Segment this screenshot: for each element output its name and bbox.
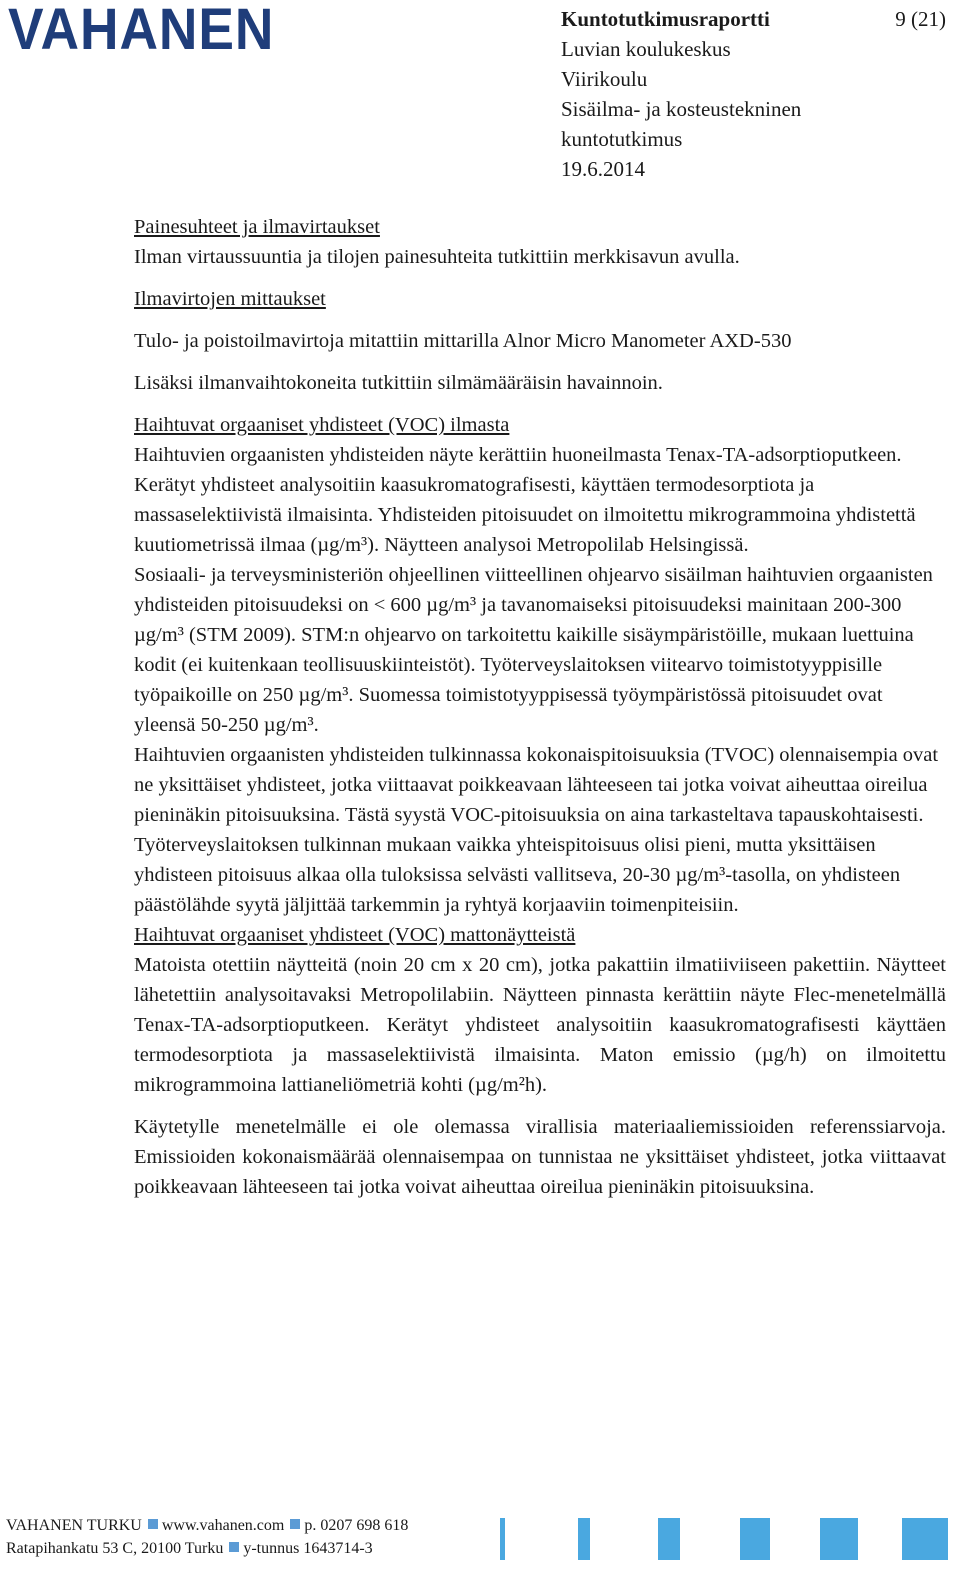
document-footer (6, 1514, 408, 1560)
decor-bar (902, 1518, 948, 1560)
paragraph-voc-air-4: Työterveyslaitoksen tulkinnan mukaan vaikka yhteispitoisuus olisi pieni, mutta yksittäisen yhdisteen pitoisuus alkaa olla tuloksissa selvästi vallitseva, 20-30 µg/m³-tasolla, on yhdisteen päästölähde syytä jäljittää tarkemmin ja ryhtyä korjaaviin toimenpiteisiin. (134, 834, 901, 916)
footer-line-1 (6, 1514, 408, 1537)
logo-text: VAHANEN (8, 0, 275, 62)
header-line-3: Sisäilma- ja kosteustekninen (561, 97, 802, 121)
paragraph-voc-air-2: Sosiaali- ja terveysministeriön ohjeellinen viitteellinen ohjearvo sisäilman haihtuvien orgaanisten yhdisteiden pitoisuudeksi on < 600 µg/m³ ja tavanomaiseksi pitoisuudeksi mainitaan 200-300 µg/m³ (STM 2009). STM:n ohjearvo on tarkoitettu kaikille sisäympäristöille, mukaan luettuina kodit (ei kuitenkaan teollisuuskiinteistöt). Työterveyslaitoksen viitearvo toimistotyyppisille työpaikoille on 250 µg/m³. Suomessa toimistotyyppisessä työympäristössä pitoisuudet ovat yleensä 50-250 µg/m³. (134, 564, 933, 736)
report-title: Kuntotutkimusraportti (561, 7, 770, 31)
section-heading-pressure: Painesuhteet ja ilmavirtaukset (134, 216, 380, 238)
document-body (134, 212, 946, 1202)
decor-bar (500, 1518, 505, 1560)
decor-bar (820, 1518, 858, 1560)
square-separator-icon (290, 1519, 300, 1529)
header-line-1: Luvian koulukeskus (561, 37, 731, 61)
paragraph-airflow-2: Lisäksi ilmanvaihtokoneita tutkittiin silmämääräisin havainnoin. (134, 372, 663, 394)
footer-address: Ratapihankatu 53 C, 20100 Turku (6, 1540, 224, 1557)
square-separator-icon (229, 1542, 239, 1552)
footer-line-2 (6, 1537, 408, 1560)
paragraph-voc-carpet-1: Matoista otettiin näytteitä (noin 20 cm x 20 cm), jotka pakattiin ilmatiiviiseen pakettiin. Näytteet lähetettiin analysoitavaksi Metropolilabiin. Näytteen pinnasta kerättiin näyte Flec-menetelmällä Tenax-TA-adsorptioputkeen. Kerätyt yhdisteet analysoitiin kaasukromatografisesti käyttäen termodesorptiota ja massaselektiivistä ilmaisinta. Maton emissio (µg/h) on ilmoitettu mikrogrammoina lattianeliömetriä kohti (µg/m²h). (134, 954, 946, 1096)
document-header (561, 4, 951, 184)
header-date: 19.6.2014 (561, 157, 645, 181)
paragraph-voc-carpet-2: Käytetylle menetelmälle ei ole olemassa virallisia materiaaliemissioiden referenssiarvoja. Emissioiden kokonaismäärää olennaisempaa on tunnistaa ne yksittäiset yhdisteet, jotka viittaavat poikkeavaan lähteeseen tai jotka voivat aiheuttaa oireilua pieninäkin pitoisuuksina. (134, 1116, 946, 1198)
footer-ytunnus: y-tunnus 1643714-3 (243, 1540, 373, 1557)
section-heading-voc-air: Haihtuvat orgaaniset yhdisteet (VOC) ilmasta (134, 414, 510, 436)
decor-bar (740, 1518, 770, 1560)
footer-website[interactable]: www.vahanen.com (161, 1517, 285, 1534)
paragraph-airflow-1: Tulo- ja poistoilmavirtoja mitattiin mittarilla Alnor Micro Manometer AXD-530 (134, 330, 792, 352)
decor-bar (578, 1518, 590, 1560)
decor-bar (658, 1518, 680, 1560)
section-heading-voc-carpet: Haihtuvat orgaaniset yhdisteet (VOC) mattonäytteistä (134, 924, 576, 946)
square-separator-icon (148, 1519, 158, 1529)
footer-company: VAHANEN TURKU (6, 1517, 142, 1534)
section-heading-airflow: Ilmavirtojen mittaukset (134, 288, 326, 310)
vahanen-logo (8, 0, 298, 62)
header-line-2: Viirikoulu (561, 67, 648, 91)
page-number: 9 (21) (895, 7, 946, 31)
header-line-4: kuntotutkimus (561, 127, 683, 151)
paragraph-pressure: Ilman virtaussuuntia ja tilojen painesuhteita tutkittiin merkkisavun avulla. (134, 246, 740, 268)
footer-phone: p. 0207 698 618 (304, 1517, 409, 1534)
footer-decorative-bars (500, 1518, 948, 1560)
paragraph-voc-air-3: Haihtuvien orgaanisten yhdisteiden tulkinnassa kokonaispitoisuuksia (TVOC) olennaisempia ovat ne yksittäiset yhdisteet, jotka viittaavat poikkeavaan lähteeseen tai jotka voivat aiheuttaa oireilua pieninäkin pitoisuuksina. Tästä syystä VOC-pitoisuuksia on aina tarkasteltava tapauskohtaisesti. (134, 744, 939, 826)
paragraph-voc-air-1: Haihtuvien orgaanisten yhdisteiden näyte kerättiin huoneilmasta Tenax-TA-adsorptioputkeen. Kerätyt yhdisteet analysoitiin kaasukromatografisesti, käyttäen termodesorptiota ja massaselektiivistä ilmaisinta. Yhdisteiden pitoisuudet on ilmoitettu mikrogrammoina yhdistettä kuutiometrissä ilmaa (µg/m³). Näytteen analysoi Metropolilab Helsingissä. (134, 444, 916, 556)
